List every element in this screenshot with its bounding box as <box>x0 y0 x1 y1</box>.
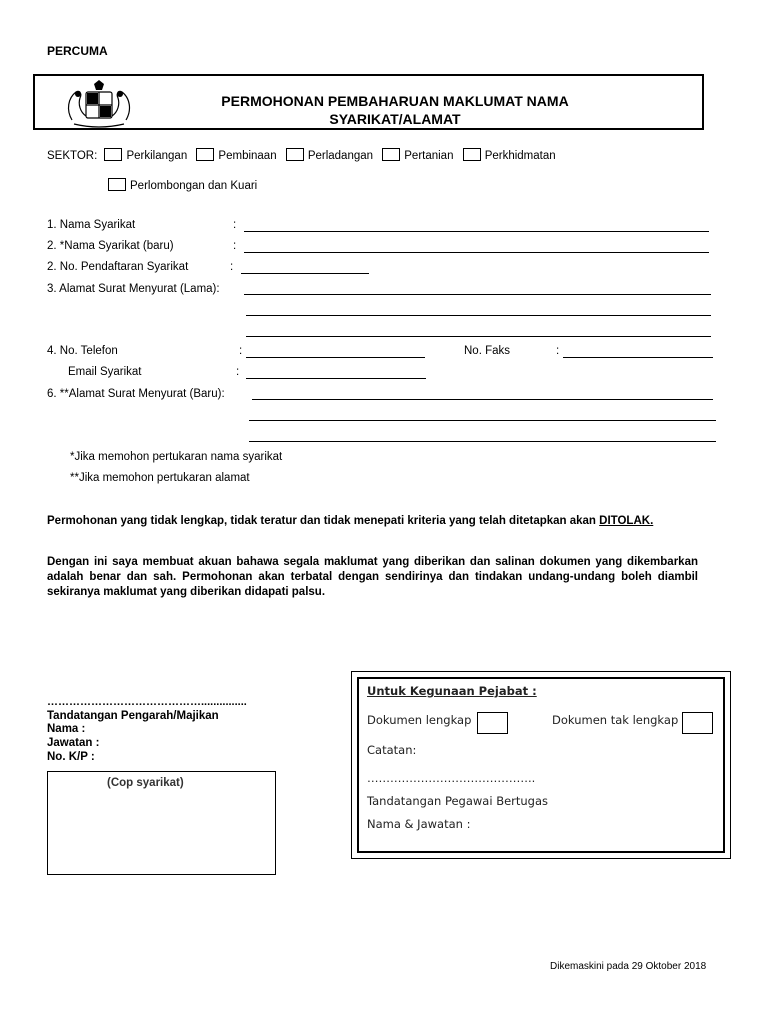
field-registration-colon: : <box>230 261 234 273</box>
signature-name-label: Nama : <box>47 723 86 735</box>
officer-name-position-label: Nama & Jawatan : <box>367 817 471 831</box>
field-registration-label: 2. No. Pendaftaran Syarikat <box>47 261 189 273</box>
field-email-label: Email Syarikat <box>68 366 142 378</box>
new-address-input-2[interactable] <box>249 420 716 421</box>
fax-input[interactable] <box>563 357 713 358</box>
office-use-title: Untuk Kegunaan Pejabat : <box>367 684 537 698</box>
new-company-name-input[interactable] <box>244 252 709 253</box>
option-perkhidmatan: Perkhidmatan <box>484 150 556 162</box>
form-title <box>150 92 640 128</box>
field-email-colon: : <box>236 366 240 378</box>
rejected-word: DITOLAK. <box>599 515 654 527</box>
incomplete-docs-label: Dokumen tak lengkap <box>552 713 679 727</box>
officer-signature-label: Tandatangan Pegawai Bertugas <box>367 794 549 808</box>
checkbox-pembinaan[interactable] <box>196 148 214 161</box>
field-new-company-name-colon: : <box>233 240 237 252</box>
officer-signature-dots: …………………………………….. <box>367 771 536 785</box>
option-pembinaan: Pembinaan <box>218 150 277 162</box>
checkbox-perladangan[interactable] <box>286 148 304 161</box>
signature-position-label: Jawatan : <box>47 737 100 749</box>
phone-input[interactable] <box>246 357 425 358</box>
checkbox-perkilangan[interactable] <box>104 148 122 161</box>
registration-number-input[interactable] <box>241 273 369 274</box>
form-title-line2: SYARIKAT/ALAMAT <box>329 111 461 127</box>
signature-ic-label: No. K/P : <box>47 751 95 763</box>
old-address-input-1[interactable] <box>244 294 711 295</box>
option-perlombongan: Perlombongan dan Kuari <box>130 180 258 192</box>
company-stamp-label: (Cop syarikat) <box>107 777 184 789</box>
notes-label: Catatan: <box>367 743 417 757</box>
checkbox-pertanian[interactable] <box>382 148 400 161</box>
field-phone-colon: : <box>239 345 243 357</box>
company-name-input[interactable] <box>244 231 709 232</box>
sector-label: SEKTOR: <box>47 150 98 162</box>
checkbox-perkhidmatan[interactable] <box>463 148 481 161</box>
checkbox-perlombongan[interactable] <box>108 178 126 191</box>
updated-date: Dikemaskini pada 29 Oktober 2018 <box>550 961 707 972</box>
note-address-change: **Jika memohon pertukaran alamat <box>70 472 250 484</box>
field-company-name-label: 1. Nama Syarikat <box>47 219 136 231</box>
new-address-input-3[interactable] <box>249 441 716 442</box>
field-new-company-name-label: 2. *Nama Syarikat (baru) <box>47 240 174 252</box>
field-company-name-colon: : <box>233 219 237 231</box>
malaysia-crest-icon <box>64 80 134 130</box>
option-perladangan: Perladangan <box>307 150 374 162</box>
field-fax-label: No. Faks <box>464 345 511 357</box>
option-pertanian: Pertanian <box>404 150 454 162</box>
old-address-input-3[interactable] <box>246 336 711 337</box>
warning-paragraph <box>47 514 698 529</box>
form-title-line1: PERMOHONAN PEMBAHARUAN MAKLUMAT NAMA <box>221 93 569 109</box>
sector-row <box>47 148 556 162</box>
old-address-input-2[interactable] <box>246 315 711 316</box>
declaration-paragraph: Dengan ini saya membuat akuan bahawa segala maklumat yang diberikan dan salinan dokumen yang dikembarkan adalah benar dan sah. Permohonan akan terbatal dengan sendirinya dan tindakan undang-undang boleh diambil sekiranya maklumat yang diberikan didapati palsu. <box>47 556 698 598</box>
note-name-change: *Jika memohon pertukaran nama syarikat <box>70 451 283 463</box>
sector-row-2 <box>108 178 257 192</box>
option-perkilangan: Perkilangan <box>126 150 188 162</box>
email-input[interactable] <box>246 378 426 379</box>
new-address-input-1[interactable] <box>252 399 713 400</box>
incomplete-docs-checkbox[interactable] <box>682 712 713 734</box>
field-phone-label: 4. No. Telefon <box>47 345 118 357</box>
free-label: PERCUMA <box>47 44 108 58</box>
signature-title: Tandatangan Pengarah/Majikan <box>47 710 219 722</box>
field-new-address-label: 6. **Alamat Surat Menyurat (Baru): <box>47 388 225 400</box>
complete-docs-label: Dokumen lengkap <box>367 713 472 727</box>
field-old-address-label: 3. Alamat Surat Menyurat (Lama): <box>47 283 220 295</box>
field-fax-colon: : <box>556 345 560 357</box>
warning-text: Permohonan yang tidak lengkap, tidak teratur dan tidak menepati kriteria yang telah ditetapkan akan <box>47 515 596 527</box>
complete-docs-checkbox[interactable] <box>477 712 508 734</box>
signature-dots: ……………………………………............... <box>47 696 247 708</box>
